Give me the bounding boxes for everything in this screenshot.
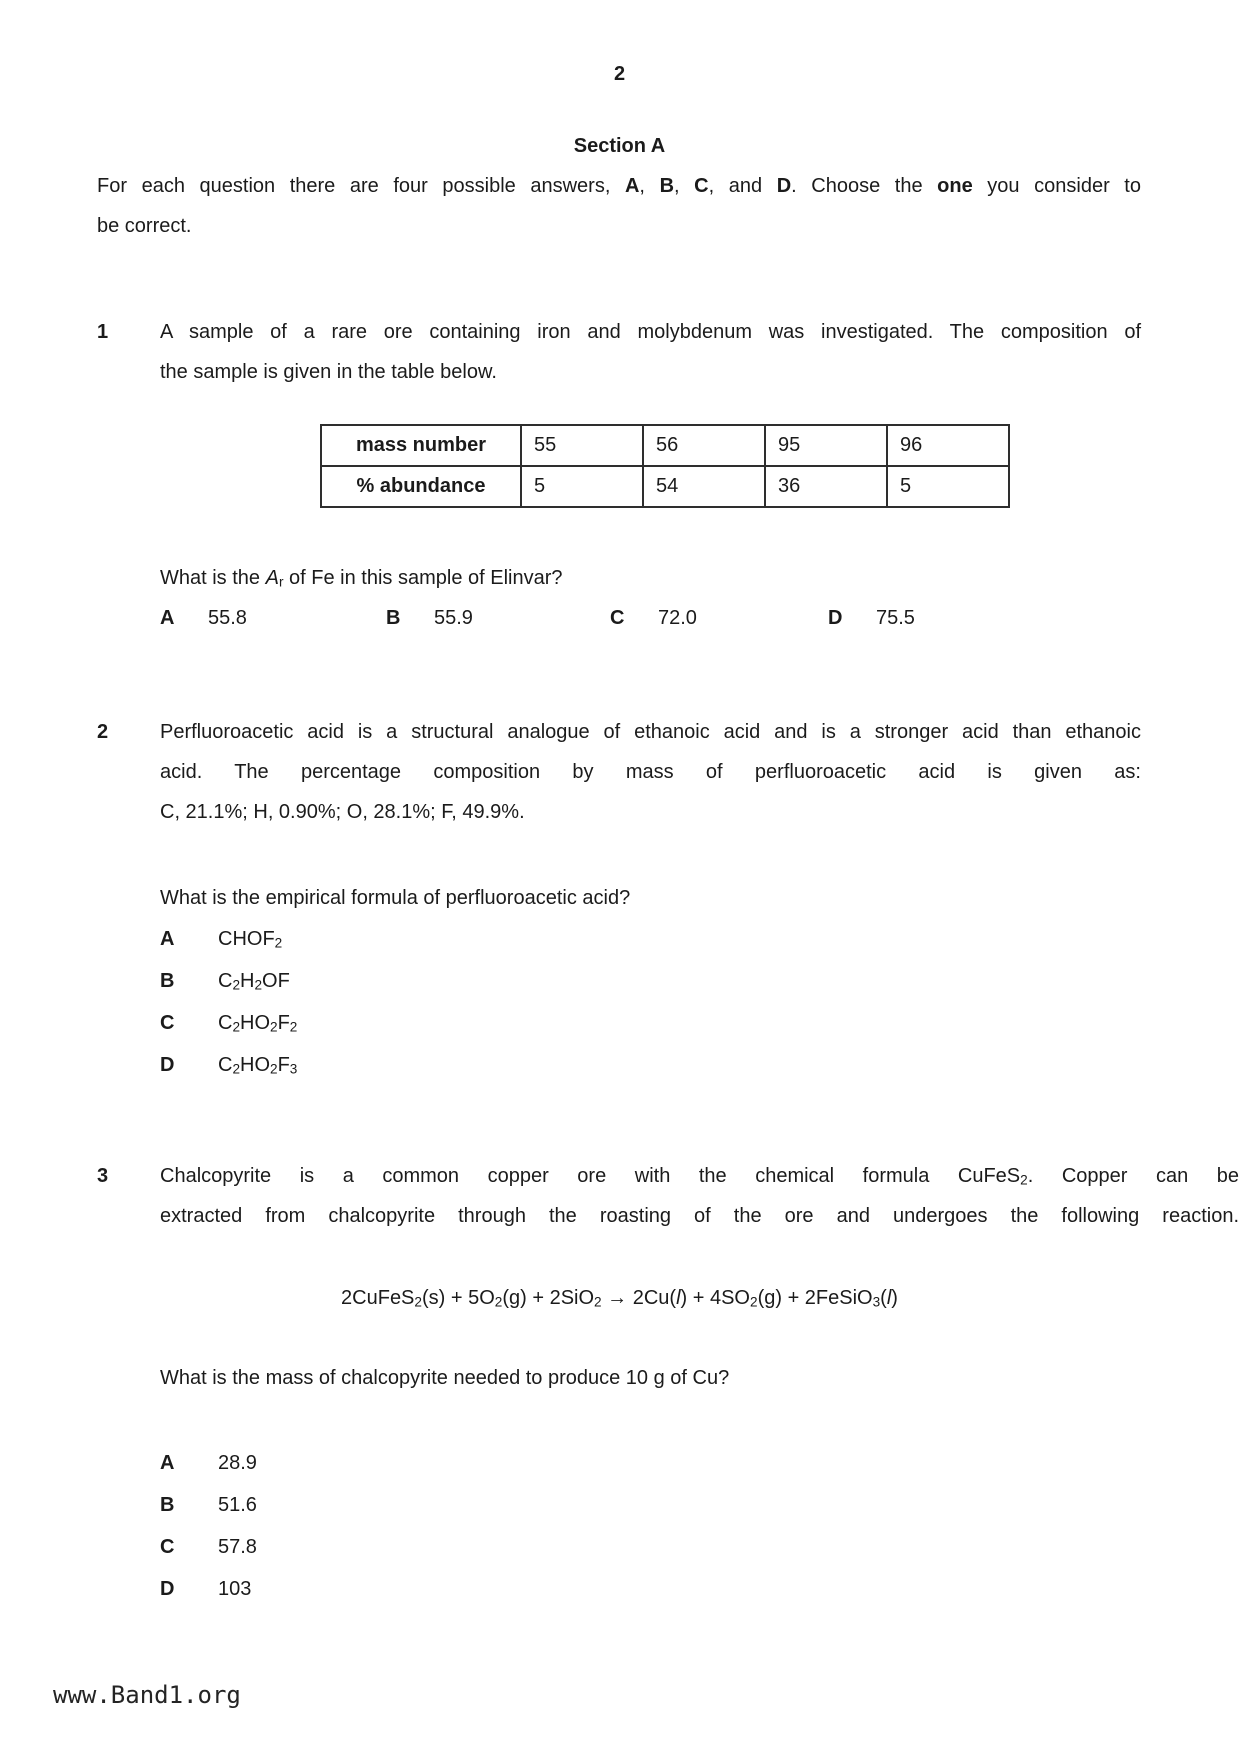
question-2 (97, 712, 1141, 1086)
option-value: 57.8 (218, 1536, 257, 1558)
option-value: 75.5 (876, 607, 915, 629)
instructions-line: For each question there are four possible answers, A, B, C, and D. Choose the one you consider to (97, 175, 1141, 197)
option (160, 1044, 1141, 1086)
option (160, 1002, 1141, 1044)
table-row (321, 425, 1009, 466)
option-value: 28.9 (218, 1452, 257, 1474)
table-cell: 54 (643, 466, 765, 507)
option-formula: $CHOF_2$ (218, 928, 283, 951)
options-row (160, 598, 1141, 638)
option-letter: D (828, 607, 843, 629)
table-cell: 56 (643, 425, 765, 466)
statement-line: A sample of a rare ore containing iron and molybdenum was investigated. The composition of (160, 321, 1141, 343)
option-letter: C (610, 607, 625, 629)
option-letter: A (160, 928, 175, 950)
table-cell: 95 (765, 425, 887, 466)
question-prompt: What is the empirical formula of perfluoroacetic acid? (160, 887, 631, 909)
statement-line: extracted from chalcopyrite through the roasting of the ore and undergoes the following reaction. (160, 1205, 1239, 1227)
chemical-equation: 2CuFeS$_2$(s) + $5O_2(g) + 2SiO_2 \to 2Cu(l) + 4SO_2(g)$ + 2FeSiO$_3$(l) (341, 1287, 898, 1310)
question-body (160, 1156, 1239, 1610)
option-letter: B (160, 970, 175, 992)
isotope-table (320, 424, 1010, 508)
option-value: 55.8 (208, 607, 247, 629)
table-cell: 5 (521, 466, 643, 507)
question-number: 3 (97, 1165, 109, 1187)
statement-line: Perfluoroacetic acid is a structural analogue of ethanoic acid and is a stronger acid than ethanoic (160, 721, 1141, 743)
question-number: 1 (97, 321, 109, 343)
option-formula: $C_2HO_2F_3$ (218, 1054, 298, 1077)
option-formula: $C_2HO_2F_2$ (218, 1012, 298, 1035)
option-letter: D (160, 1054, 175, 1076)
table-row-label: % abundance (321, 466, 521, 507)
table-cell: 96 (887, 425, 1009, 466)
question-body (160, 312, 1141, 638)
table-cell: 55 (521, 425, 643, 466)
option-value: 51.6 (218, 1494, 257, 1516)
option (828, 598, 1141, 638)
question-3 (97, 1156, 1239, 1610)
question-number: 2 (97, 721, 109, 743)
statement-line: the sample is given in the table below. (160, 361, 497, 383)
statement-line: C, 21.1%; H, 0.90%; O, 28.1%; F, 49.9%. (160, 801, 525, 823)
table-cell: 36 (765, 466, 887, 507)
question-prompt: What is the $A_r$ of Fe in this sample of Elinvar? (160, 567, 563, 590)
option-value: 55.9 (434, 607, 473, 629)
option-letter: D (160, 1578, 175, 1600)
table-row (321, 466, 1009, 507)
option-letter: A (160, 1452, 175, 1474)
statement-line: Chalcopyrite is a common copper ore with the chemical formula CuFeS$_2$. Copper can be (160, 1165, 1239, 1188)
option-letter: B (160, 1494, 175, 1516)
option-formula: $C_2H_2OF$ (218, 970, 290, 993)
page-number: 2 (613, 63, 626, 85)
option-letter: C (160, 1536, 175, 1558)
option (160, 918, 1141, 960)
question-body (160, 712, 1141, 1086)
footer-url: www.Band1.org (53, 1681, 241, 1709)
option-value: 72.0 (658, 607, 697, 629)
section-title: Section A (573, 135, 666, 157)
option (610, 598, 828, 638)
option (160, 1526, 1239, 1568)
options-list (160, 918, 1141, 1086)
option (160, 1484, 1239, 1526)
option (160, 1568, 1239, 1610)
option (160, 1442, 1239, 1484)
table-cell: 5 (887, 466, 1009, 507)
question-1 (97, 312, 1141, 638)
option (160, 598, 386, 638)
option (160, 960, 1141, 1002)
table-row-label: mass number (321, 425, 521, 466)
instructions (97, 166, 1141, 246)
statement-line: acid. The percentage composition by mass of perfluoroacetic acid is given as: (160, 761, 1141, 783)
option-letter: B (386, 607, 401, 629)
options-list (160, 1442, 1239, 1610)
option-letter: C (160, 1012, 175, 1034)
option-letter: A (160, 607, 175, 629)
option-value: 103 (218, 1578, 252, 1600)
question-prompt: What is the mass of chalcopyrite needed to produce 10 g of Cu? (160, 1367, 730, 1389)
option (386, 598, 610, 638)
instructions-line: be correct. (97, 215, 192, 237)
